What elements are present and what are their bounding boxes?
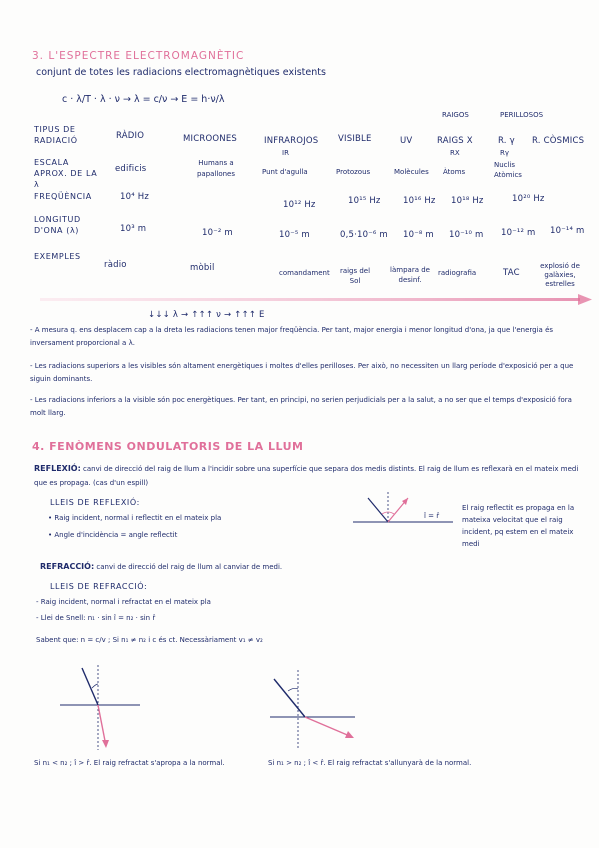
sabent-que: Sabent que: n = c/v ; Si n₁ ≠ n₂ i c és ct. Necessàriament v₁ ≠ v₂ bbox=[36, 636, 263, 644]
reflexio-block bbox=[34, 462, 590, 490]
section4-title: 4. FENÒMENS ONDULATORIS DE LA LLUM bbox=[32, 440, 304, 453]
row-label-exemples: EXEMPLES bbox=[34, 252, 81, 261]
lleis-reflexio-2-text: Angle d'incidència = angle reflectit bbox=[54, 531, 178, 539]
scale-visible: Protozous bbox=[336, 168, 371, 176]
type-gamma-sub: Rγ bbox=[500, 149, 510, 157]
scale-gamma: Nuclis Atòmics bbox=[494, 161, 522, 179]
type-infrarojos: INFRAROJOS bbox=[264, 136, 319, 146]
type-cosmics: R. CÒSMICS bbox=[532, 136, 585, 146]
wl-microones: 10⁻² m bbox=[202, 228, 233, 238]
bullet3-1: - A mesura q. ens desplacem cap a la dreta les radiacions tenen major freqüència. Per tant, major energia i menor longitud d'ona, ja que l'energia és inversament proporcional a λ. bbox=[30, 326, 554, 347]
type-gamma: R. γ bbox=[498, 136, 515, 146]
ex-radio: ràdio bbox=[104, 260, 127, 270]
wl-gamma: 10⁻¹² m bbox=[501, 228, 536, 238]
refraccio-term: REFRACCIÓ: bbox=[40, 562, 95, 571]
type-visible: VISIBLE bbox=[338, 134, 372, 144]
refraccio-def: canvi de direcció del raig de llum al canviar de medi. bbox=[96, 563, 283, 571]
spectrum-arrow bbox=[40, 294, 599, 306]
freq-gamma: 10²⁰ Hz bbox=[512, 194, 545, 204]
type-radio: RÀDIO bbox=[116, 131, 145, 141]
wl-uv: 10⁻⁸ m bbox=[403, 230, 434, 240]
wl-cosmics: 10⁻¹⁴ m bbox=[550, 226, 585, 236]
bullet3-3: - Les radiacions inferiors a la visible són poc energètiques. Per tant, en principi, no serien perjudicials per a la salut, a no ser que el temps d'exposició fora molt llarg. bbox=[30, 396, 572, 417]
ex-visible: raigs del Sol bbox=[339, 267, 371, 285]
ex-uv: làmpara de desinf. bbox=[390, 266, 430, 284]
refraction-case-2: Si n₁ > n₂ ; î < r̂. El raig refractat s'allunyarà de la normal. bbox=[268, 759, 472, 767]
freq-raigs-x: 10¹⁸ Hz bbox=[451, 196, 484, 206]
reflexio-def: canvi de direcció del raig de llum a l'incidir sobre una superfície que separa dos medis distints. El raig de llum es reflexarà en el mateix medi que es propaga. (cas d'un espill) bbox=[34, 465, 579, 487]
ex-gamma: TAC bbox=[503, 268, 520, 278]
wl-raigs-x: 10⁻¹⁰ m bbox=[449, 230, 484, 240]
reflexio-term: REFLEXIÓ: bbox=[34, 464, 81, 473]
row-label-frequencia: FREQÜÈNCIA bbox=[34, 192, 92, 201]
lleis-reflexio-1: • Raig incident, normal i reflectit en el mateix pla bbox=[48, 514, 222, 522]
reflection-diagram bbox=[348, 490, 458, 550]
ex-raigs-x: radiografia bbox=[438, 269, 477, 277]
scale-infrarojos: Punt d'agulla bbox=[262, 168, 308, 176]
lleis-refraccio-2: - Llei de Snell: n₁ · sin î = n₂ · sin r̂ bbox=[36, 614, 156, 622]
freq-radio: 10⁴ Hz bbox=[120, 192, 149, 202]
ex-cosmics: explosió de galàxies, estrelles bbox=[540, 262, 580, 288]
lleis-refraccio-1: - Raig incident, normal i refractat en el mateix pla bbox=[36, 598, 211, 606]
type-raigs-x: RAIGS X bbox=[437, 136, 473, 146]
scale-raigs-x: Àtoms bbox=[443, 168, 466, 176]
lleis-reflexio-2: • Angle d'incidència = angle reflectit bbox=[48, 531, 178, 539]
row-label-longitud: LONGITUD D'ONA (λ) bbox=[34, 215, 81, 235]
section3-title: 3. L'ESPECTRE ELECTROMAGNÈTIC bbox=[32, 50, 245, 62]
wl-radio: 10³ m bbox=[120, 224, 147, 234]
row-label-tipus: TIPUS DE RADIACIÓ bbox=[34, 125, 78, 145]
scale-radio: edificis bbox=[115, 164, 147, 174]
refraction-diagram-1 bbox=[40, 660, 150, 755]
lleis-refraccio-title: LLEIS DE REFRACCIÓ: bbox=[50, 582, 148, 591]
type-raigs-x-sub: RX bbox=[450, 149, 460, 157]
bullet3-3-text: Les radiacions inferiors a la visible són poc energètiques. Per tant, en principi, no serien perjudicials per a la salut, a no ser que el temps d'exposició fora molt llarg. bbox=[30, 396, 572, 417]
top-label-perillosos: PERILLOSOS bbox=[500, 111, 544, 119]
bullet3-1-text: A mesura q. ens desplacem cap a la dreta les radiacions tenen major freqüència. Per tant, major energia i menor longitud d'ona, ja que l'energia és inversament proporcional a λ. bbox=[30, 326, 554, 347]
scale-uv: Molècules bbox=[394, 168, 429, 176]
freq-uv: 10¹⁶ Hz bbox=[403, 196, 436, 206]
refraction-case-1: Si n₁ < n₂ ; î > r̂. El raig refractat s'apropa a la normal. bbox=[34, 759, 225, 767]
wl-visible: 0,5·10⁻⁶ m bbox=[340, 230, 388, 240]
wl-infrarojos: 10⁻⁵ m bbox=[279, 230, 310, 240]
ex-infrarojos: comandament bbox=[279, 269, 330, 277]
freq-visible: 10¹⁵ Hz bbox=[348, 196, 381, 206]
freq-infrarojos: 10¹² Hz bbox=[283, 200, 316, 210]
lleis-refraccio-1-text: Raig incident, normal i refractat en el mateix pla bbox=[40, 598, 211, 606]
bullet3-2: - Les radiacions superiors a les visibles són altament energètiques i moltes d'elles perilloses. Per això, no necessiten un llarg període d'exposició per a que siguin dominants. bbox=[30, 362, 574, 383]
refraction-diagram-2 bbox=[260, 665, 370, 755]
row-label-escala: ESCALA APROX. DE LA λ bbox=[34, 158, 98, 189]
type-microones: MICROONES bbox=[183, 134, 237, 144]
type-infrarojos-sub: IR bbox=[282, 149, 289, 157]
top-label-raigos: RAIGOS bbox=[442, 111, 469, 119]
lleis-refraccio-2-text: Llei de Snell: n₁ · sin î = n₂ · sin r̂ bbox=[40, 614, 156, 622]
type-uv: UV bbox=[400, 136, 413, 146]
scale-microones: Humans a papallones bbox=[196, 159, 236, 178]
arrow-caption: ↓↓↓ λ → ↑↑↑ ν → ↑↑↑ E bbox=[148, 310, 265, 320]
diagram-label: î = r̂ bbox=[424, 512, 440, 520]
section3-intro: conjunt de totes les radiacions electromagnètiques existents bbox=[36, 67, 326, 78]
reflexio-note: El raig reflectit es propaga en la mateixa velocitat que el raig incident, pq estem en el mateix medi bbox=[462, 504, 575, 548]
formula: c · λ/T · λ · ν → λ = c/ν → E = h·ν/λ bbox=[62, 94, 225, 105]
bullet3-2-text: Les radiacions superiors a les visibles són altament energètiques i moltes d'elles perilloses. Per això, no necessiten un llarg període d'exposició per a que siguin dominants. bbox=[30, 362, 574, 383]
refraccio-block bbox=[40, 562, 560, 571]
lleis-reflexio-title: LLEIS DE REFLEXIÓ: bbox=[50, 498, 140, 507]
lleis-reflexio-1-text: Raig incident, normal i reflectit en el mateix pla bbox=[54, 514, 222, 522]
ex-microones: mòbil bbox=[190, 263, 215, 273]
